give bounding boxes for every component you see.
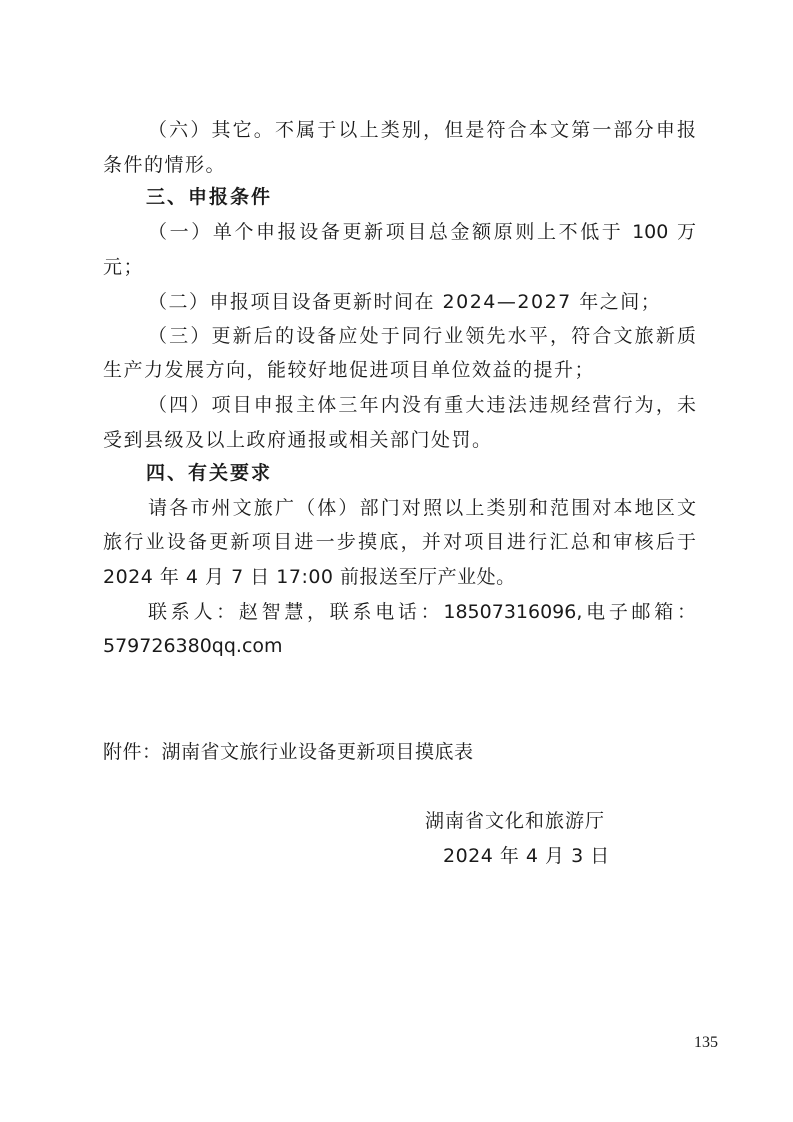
requirement-line2: 旅行业设备更新项目进一步摸底，并对项目进行汇总和审核后于 bbox=[103, 531, 696, 553]
requirement-line1: 请各市州文旅广（体）部门对照以上类别和范围对本地区文 bbox=[148, 497, 696, 519]
condition3-line1: （三）更新后的设备应处于同行业领先水平，符合文旅新质 bbox=[148, 325, 696, 347]
condition1-line2: 元； bbox=[103, 256, 145, 278]
page-number: 135 bbox=[694, 1034, 718, 1051]
section3-heading: 三、申报条件 bbox=[146, 186, 273, 208]
signature-org: 湖南省文化和旅游厅 bbox=[425, 810, 606, 832]
signature-date: 2024 年 4 月 3 日 bbox=[443, 845, 610, 867]
attachment-note: 附件：湖南省文旅行业设备更新项目摸底表 bbox=[103, 741, 474, 763]
requirement-line3: 2024 年 4 月 7 日 17:00 前报送至厅产业处。 bbox=[103, 566, 516, 588]
condition3-line2: 生产力发展方向，能较好地促进项目单位效益的提升； bbox=[103, 359, 596, 381]
condition2: （二）申报项目设备更新时间在 2024—2027 年之间； bbox=[148, 291, 662, 313]
condition1-line1: （一）单个申报设备更新项目总金额原则上不低于 100 万 bbox=[148, 221, 696, 243]
item6-line1: （六）其它。不属于以上类别，但是符合本文第一部分申报 bbox=[148, 119, 696, 141]
item6-line2: 条件的情形。 bbox=[103, 154, 227, 176]
contact-email: 579726380qq.com bbox=[103, 635, 283, 657]
section4-heading: 四、有关要求 bbox=[146, 462, 273, 484]
condition4-line2: 受到县级及以上政府通报或相关部门处罚。 bbox=[103, 429, 493, 451]
contact-line1: 联系人：赵智慧，联系电话：18507316096,电子邮箱： bbox=[148, 601, 696, 623]
condition4-line1: （四）项目申报主体三年内没有重大违法违规经营行为，未 bbox=[148, 394, 696, 416]
